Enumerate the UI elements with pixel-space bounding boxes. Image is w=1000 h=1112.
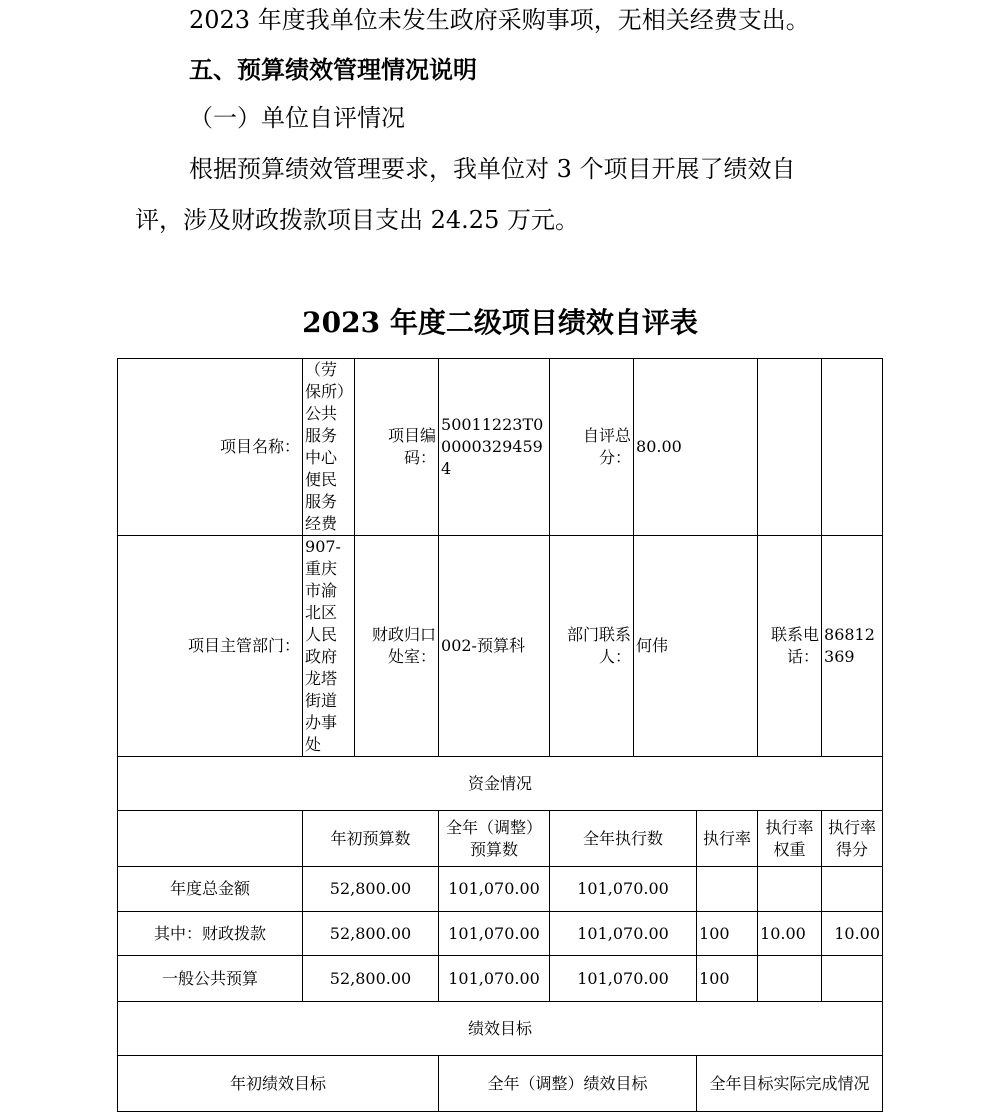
- funds-row-rate: 100: [697, 956, 758, 1002]
- funds-row-initial: 52,800.00: [303, 867, 439, 912]
- paragraph-evaluation-line-2: 评，涉及财政拨款项目支出 24.25 万元。: [135, 206, 579, 234]
- targets-header-actual: 全年目标实际完成情况: [697, 1056, 883, 1112]
- funds-header-rate: 执行率: [697, 811, 758, 867]
- targets-section-header: 绩效目标: [118, 1002, 883, 1056]
- self-score-value: 80.00: [634, 359, 758, 536]
- funds-header-executed: 全年执行数: [550, 811, 697, 867]
- funds-header-initial: 年初预算数: [303, 811, 439, 867]
- finance-office-value: 002-预算科: [439, 536, 550, 757]
- project-name-value: （劳保所）公共服务中心便民服务经费: [303, 359, 355, 536]
- project-code-value: 50011223T000003294594: [439, 359, 550, 536]
- empty-cell: [822, 359, 883, 536]
- project-name-label: 项目名称：: [118, 359, 303, 536]
- table-row: [118, 359, 883, 536]
- paragraph-procurement: 2023 年度我单位未发生政府采购事项，无相关经费支出。: [189, 6, 810, 34]
- table-row: [118, 811, 883, 867]
- targets-header-adjusted: 全年（调整）绩效目标: [439, 1056, 697, 1112]
- contact-person-value: 何伟: [634, 536, 758, 757]
- table-row: [118, 1002, 883, 1056]
- table-row: [118, 1056, 883, 1112]
- section-heading-budget-performance: 五、预算绩效管理情况说明: [189, 55, 477, 84]
- table-row: [118, 536, 883, 757]
- table-title: 2023 年度二级项目绩效自评表: [302, 306, 698, 339]
- funds-header-score: 执行率得分: [822, 811, 883, 867]
- targets-header-initial: 年初绩效目标: [118, 1056, 439, 1112]
- funds-row-label: 年度总金额: [118, 867, 303, 912]
- funds-row-adjusted: 101,070.00: [439, 867, 550, 912]
- funds-row-executed: 101,070.00: [550, 912, 697, 956]
- funds-row-adjusted: 101,070.00: [439, 912, 550, 956]
- performance-table: [117, 358, 883, 1112]
- phone-label: 联系电话：: [758, 536, 822, 757]
- funds-row-adjusted: 101,070.00: [439, 956, 550, 1002]
- contact-person-label: 部门联系人：: [550, 536, 634, 757]
- funds-row-rate: [697, 867, 758, 912]
- funds-section-header: 资金情况: [118, 757, 883, 811]
- table-row: [118, 867, 883, 912]
- table-row: [118, 757, 883, 811]
- dept-label: 项目主管部门：: [118, 536, 303, 757]
- funds-row-score: 10.00: [822, 912, 883, 956]
- table-row: [118, 956, 883, 1002]
- table-row: [118, 912, 883, 956]
- finance-office-label: 财政归口处室：: [355, 536, 439, 757]
- funds-row-initial: 52,800.00: [303, 956, 439, 1002]
- funds-row-score: [822, 956, 883, 1002]
- funds-header-adjusted: 全年（调整）预算数: [439, 811, 550, 867]
- funds-row-executed: 101,070.00: [550, 867, 697, 912]
- funds-row-score: [822, 867, 883, 912]
- empty-cell: [758, 359, 822, 536]
- paragraph-evaluation-line-1: 根据预算绩效管理要求，我单位对 3 个项目开展了绩效自: [189, 155, 796, 183]
- funds-row-label: 一般公共预算: [118, 956, 303, 1002]
- funds-row-initial: 52,800.00: [303, 912, 439, 956]
- phone-value: 86812369: [822, 536, 883, 757]
- funds-row-weight: 10.00: [758, 912, 822, 956]
- funds-row-executed: 101,070.00: [550, 956, 697, 1002]
- project-code-label: 项目编码：: [355, 359, 439, 536]
- empty-cell: [118, 811, 303, 867]
- funds-row-label: 其中：财政拨款: [118, 912, 303, 956]
- funds-row-weight: [758, 867, 822, 912]
- self-score-label: 自评总分：: [550, 359, 634, 536]
- funds-row-rate: 100: [697, 912, 758, 956]
- subsection-heading-self-evaluation: （一）单位自评情况: [189, 104, 405, 132]
- dept-value: 907-重庆市渝北区人民政府龙塔街道办事处: [303, 536, 355, 757]
- funds-header-weight: 执行率权重: [758, 811, 822, 867]
- funds-row-weight: [758, 956, 822, 1002]
